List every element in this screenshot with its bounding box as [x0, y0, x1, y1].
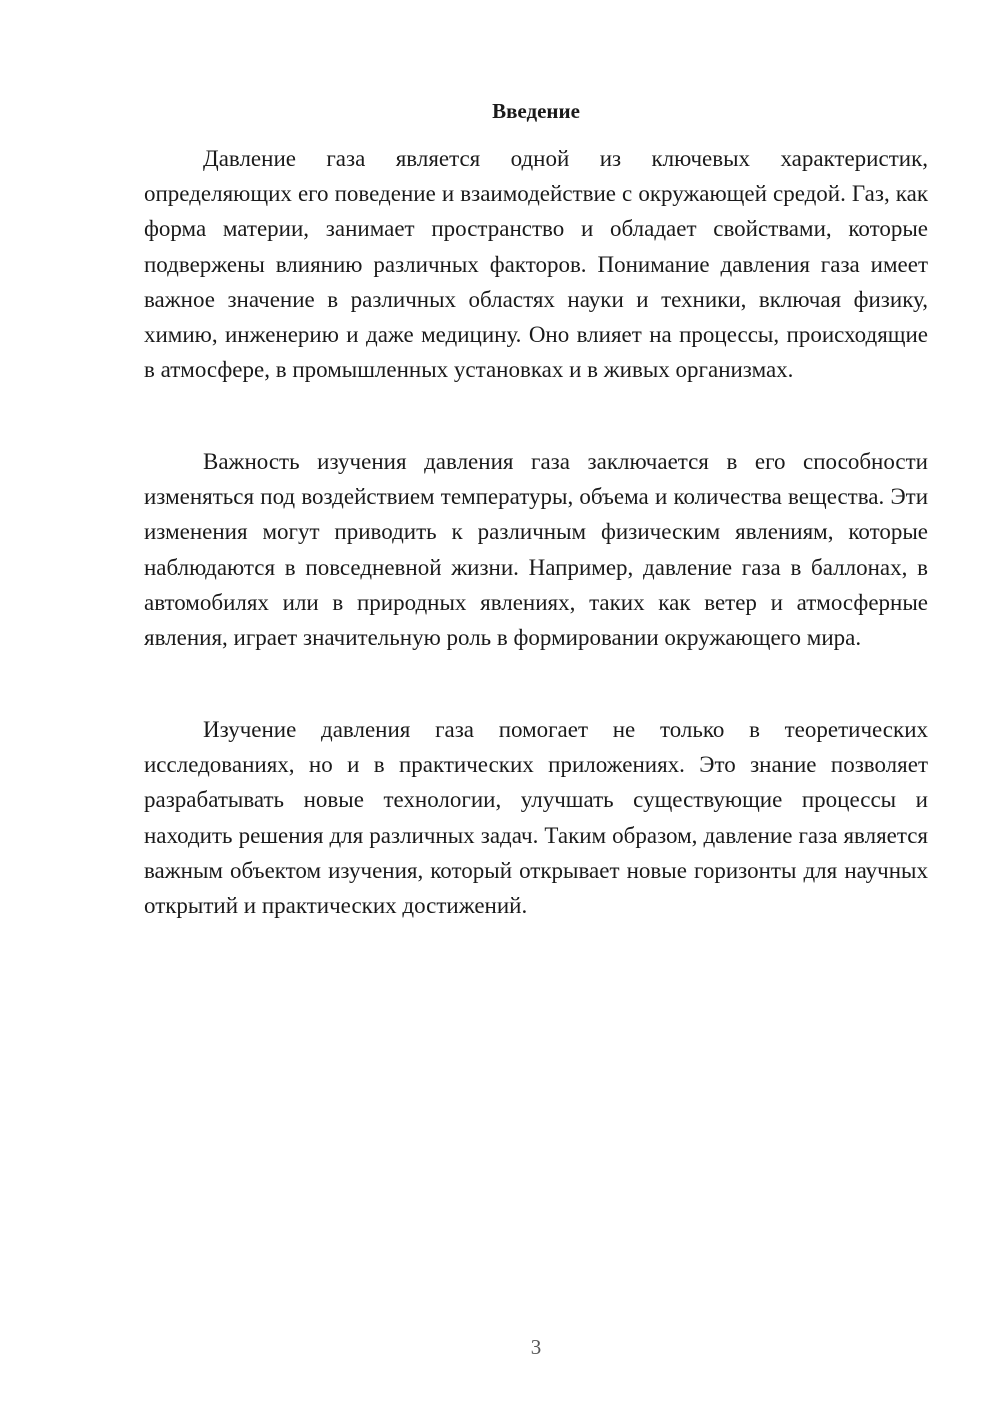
section-heading: Введение [492, 99, 580, 123]
paragraph: Давление газа является одной из ключевых характеристик, определяющих его поведение и взаимодействие с окружающей средой. Газ, как форма материи, занимает пространство и обладает свойствами, которые подвержены влиянию различных факторов. Понимание давления газа имеет важное значение в различных областях науки и техники, включая физику, химию, инженерию и даже медицину. Оно влияет на процессы, происходящие в атмосфере, в промышленных установках и в живых организмах. [144, 146, 928, 383]
paragraph: Важность изучения давления газа заключается в его способности изменяться под воздействием температуры, объема и количества вещества. Эти изменения могут приводить к различным физическим явлениям, которые наблюдаются в повседневной жизни. Например, давление газа в баллонах, в автомобилях или в природных явлениях, таких как ветер и атмосферные явления, играет значительную роль в формировании окружающего мира. [144, 449, 928, 651]
page-number: 3 [530, 1335, 542, 1359]
paragraph: Изучение давления газа помогает не только в теоретических исследованиях, но и в практических приложениях. Это знание позволяет разрабатывать новые технологии, улучшать существующие процессы и находить решения для различных задач. Таким образом, давление газа является важным объектом изучения, который открывает новые горизонты для научных открытий и практических достижений. [144, 717, 928, 919]
